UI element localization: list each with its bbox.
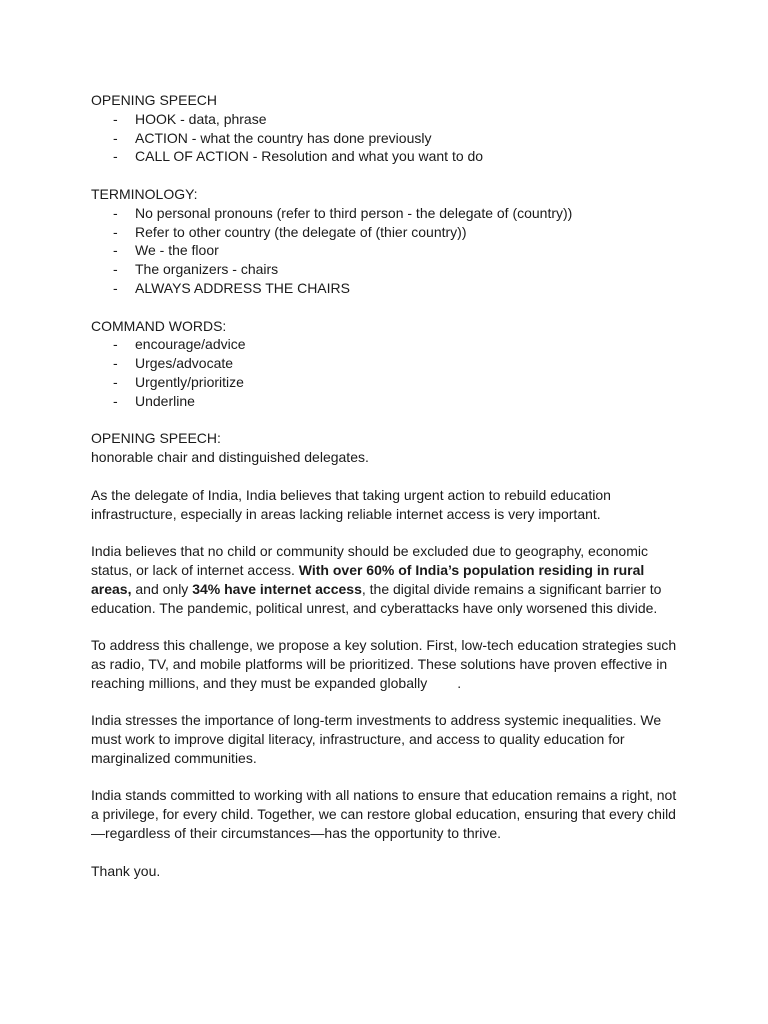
bold-statistic: 34% have internet access xyxy=(192,580,362,597)
list-item xyxy=(91,373,681,392)
dash-bullet: - xyxy=(113,355,118,372)
list-item xyxy=(91,223,681,242)
spacer xyxy=(91,693,681,712)
spacer xyxy=(91,843,681,862)
document-body xyxy=(91,91,681,880)
list-item-text: ALWAYS ADDRESS THE CHAIRS xyxy=(135,279,350,296)
list-item xyxy=(91,147,681,166)
speech-paragraph-1: As the delegate of India, India believes that taking urgent action to rebuild education infrastructure, especially in areas lacking reliable internet access is very important. xyxy=(91,486,611,522)
list-item xyxy=(91,110,681,129)
dash-bullet: - xyxy=(113,204,118,221)
dash-bullet: - xyxy=(113,242,118,259)
dash-bullet: - xyxy=(113,129,118,146)
spacer xyxy=(91,768,681,787)
list-item-text: ACTION - what the country has done previously xyxy=(135,129,432,146)
list-item-text: Urgently/prioritize xyxy=(135,373,244,390)
command-words-list xyxy=(91,335,681,410)
spacer xyxy=(91,411,681,430)
spacer xyxy=(91,298,681,317)
paragraph-text: To address this challenge, we propose a key solution. First, low-tech education strategies such as radio, TV, and mobile platforms will be prioritized. These solutions have proven effective in reaching millions, and they must be expanded globally xyxy=(91,637,677,691)
speech-closing: Thank you. xyxy=(91,862,161,879)
spacer xyxy=(91,467,681,486)
list-item xyxy=(91,241,681,260)
list-item xyxy=(91,279,681,298)
opening-speech-heading: OPENING SPEECH xyxy=(91,92,218,108)
spacer xyxy=(91,166,681,185)
list-item-text: Urges/advocate xyxy=(135,355,234,372)
list-item-text: We - the floor xyxy=(135,242,219,259)
list-item xyxy=(91,129,681,148)
list-item xyxy=(91,204,681,223)
paragraph-text: India believes that no child or community should be excluded due to geography, economic status, or lack of internet access. xyxy=(91,543,648,578)
dash-bullet: - xyxy=(113,148,118,165)
list-item-text: Refer to other country (the delegate of (thier country)) xyxy=(135,223,467,240)
paragraph-text: , the digital divide remains a significant barrier to education. The pandemic, political unrest, and cyberattacks have only worsened this divide. xyxy=(91,580,662,616)
list-item-text: The organizers - chairs xyxy=(135,261,279,278)
speech-salutation: honorable chair and distinguished delegates. xyxy=(91,449,369,466)
dash-bullet: - xyxy=(113,336,118,353)
dash-bullet: - xyxy=(113,110,118,127)
terminology-list xyxy=(91,204,681,298)
speech-paragraph-3 xyxy=(91,636,681,692)
bold-statistic: With over 60% of India’s population residing in rural areas, xyxy=(91,561,645,597)
terminology-heading: TERMINOLOGY: xyxy=(91,185,198,202)
list-item xyxy=(91,335,681,354)
dash-bullet: - xyxy=(113,223,118,240)
paragraph-text: and only xyxy=(131,580,193,597)
dash-bullet: - xyxy=(113,279,118,296)
list-item xyxy=(91,354,681,373)
speech-paragraph-5: India stands committed to working with all nations to ensure that education remains a right, not a privilege, for every child. Together, we can restore global education, ensuring that every child—regardless of their circumstances—has the opportunity to thrive. xyxy=(91,787,677,842)
list-item-text: CALL OF ACTION - Resolution and what you want to do xyxy=(135,148,484,165)
opening-speech-list xyxy=(91,110,681,166)
dash-bullet: - xyxy=(113,261,118,278)
list-item xyxy=(91,260,681,279)
speech-paragraph-2 xyxy=(91,542,681,617)
list-item xyxy=(91,392,681,411)
speech-paragraph-4: India stresses the importance of long-term investments to address systemic inequalities. We must work to improve digital literacy, infrastructure, and access to quality education for marginalized communities. xyxy=(91,712,662,766)
command-words-heading: COMMAND WORDS: xyxy=(91,317,227,334)
spacer xyxy=(91,523,681,542)
spacer xyxy=(91,617,681,636)
list-item-text: No personal pronouns (refer to third person - the delegate of (country)) xyxy=(135,204,573,221)
list-item-text: Underline xyxy=(135,392,195,409)
dash-bullet: - xyxy=(113,373,118,390)
speech-heading: OPENING SPEECH: xyxy=(91,430,221,447)
list-item-text: encourage/advice xyxy=(135,336,246,353)
list-item-text: HOOK - data, phrase xyxy=(135,110,267,127)
trailing-period: . xyxy=(457,674,462,691)
dash-bullet: - xyxy=(113,392,118,409)
